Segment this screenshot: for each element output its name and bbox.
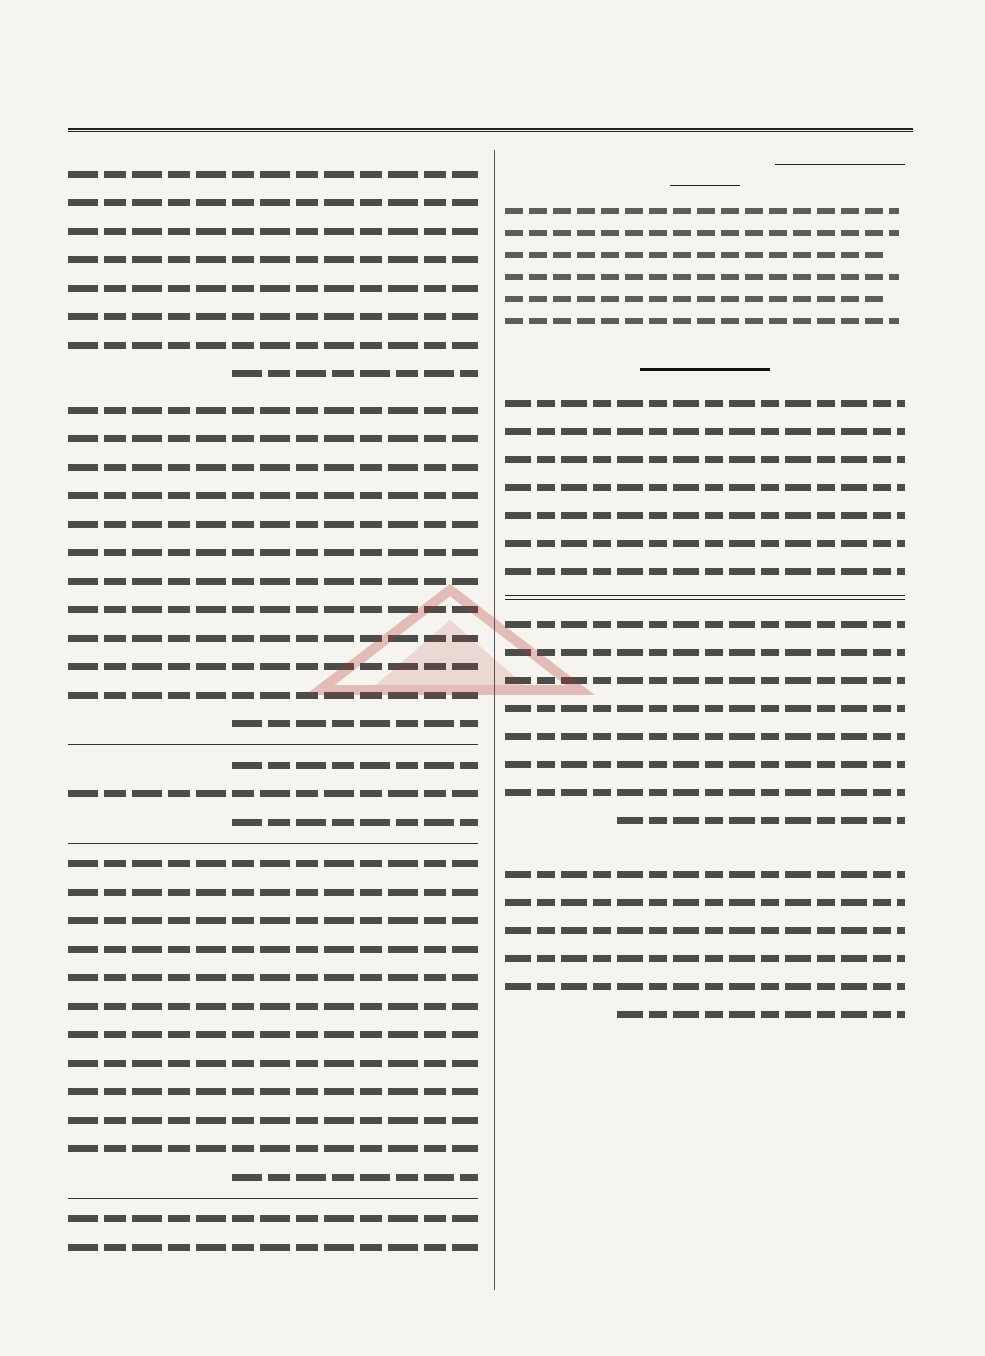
text-line <box>68 425 478 454</box>
quote-rule <box>640 368 770 371</box>
text-line <box>68 331 478 360</box>
text-line <box>68 808 478 837</box>
text-line <box>68 1233 478 1262</box>
page-header <box>68 92 913 132</box>
text-line <box>68 189 478 218</box>
quote-line <box>505 332 899 354</box>
text-line <box>68 274 478 303</box>
text-line <box>68 992 478 1021</box>
text-line <box>68 1106 478 1135</box>
text-line <box>505 529 905 557</box>
text-line <box>68 510 478 539</box>
text-line <box>505 417 905 445</box>
text-line <box>68 217 478 246</box>
right-body-intro <box>505 389 905 585</box>
text-line <box>68 246 478 275</box>
text-line <box>68 964 478 993</box>
quote-line <box>505 244 899 266</box>
text-line <box>68 396 478 425</box>
text-line <box>68 907 478 936</box>
text-line <box>505 445 905 473</box>
left-separator <box>68 843 478 844</box>
text-line <box>68 1078 478 1107</box>
text-line <box>505 1000 905 1028</box>
quote-line <box>505 200 899 222</box>
text-line <box>505 806 905 834</box>
text-line <box>68 878 478 907</box>
quote-line <box>505 310 899 332</box>
text-line <box>68 539 478 568</box>
text-line <box>68 1163 478 1192</box>
quote-line <box>505 266 899 288</box>
text-line <box>68 780 478 809</box>
text-line <box>68 935 478 964</box>
text-line <box>68 303 478 332</box>
text-line <box>68 1021 478 1050</box>
text-line <box>505 778 905 806</box>
quote-line <box>505 222 899 244</box>
text-line <box>68 453 478 482</box>
section-stars <box>505 834 905 860</box>
left-separator <box>68 1198 478 1199</box>
text-line <box>68 1205 478 1234</box>
header-rule <box>68 128 913 132</box>
text-line <box>505 389 905 417</box>
quote-line <box>505 288 899 310</box>
epigraph-quotes <box>505 200 905 354</box>
text-line <box>505 944 905 972</box>
right-body-closing <box>505 860 905 1028</box>
archive-watermark <box>290 580 610 780</box>
text-line <box>505 860 905 888</box>
author-rule <box>670 185 740 186</box>
text-line <box>505 916 905 944</box>
text-line <box>68 1049 478 1078</box>
text-line <box>505 473 905 501</box>
text-line <box>68 1135 478 1164</box>
text-line <box>68 482 478 511</box>
text-line <box>68 850 478 879</box>
section-underline <box>775 164 905 165</box>
text-line <box>505 972 905 1000</box>
text-line <box>68 360 478 389</box>
text-line <box>68 160 478 189</box>
text-line <box>505 501 905 529</box>
archive-logo-icon <box>290 580 610 700</box>
text-line <box>505 888 905 916</box>
